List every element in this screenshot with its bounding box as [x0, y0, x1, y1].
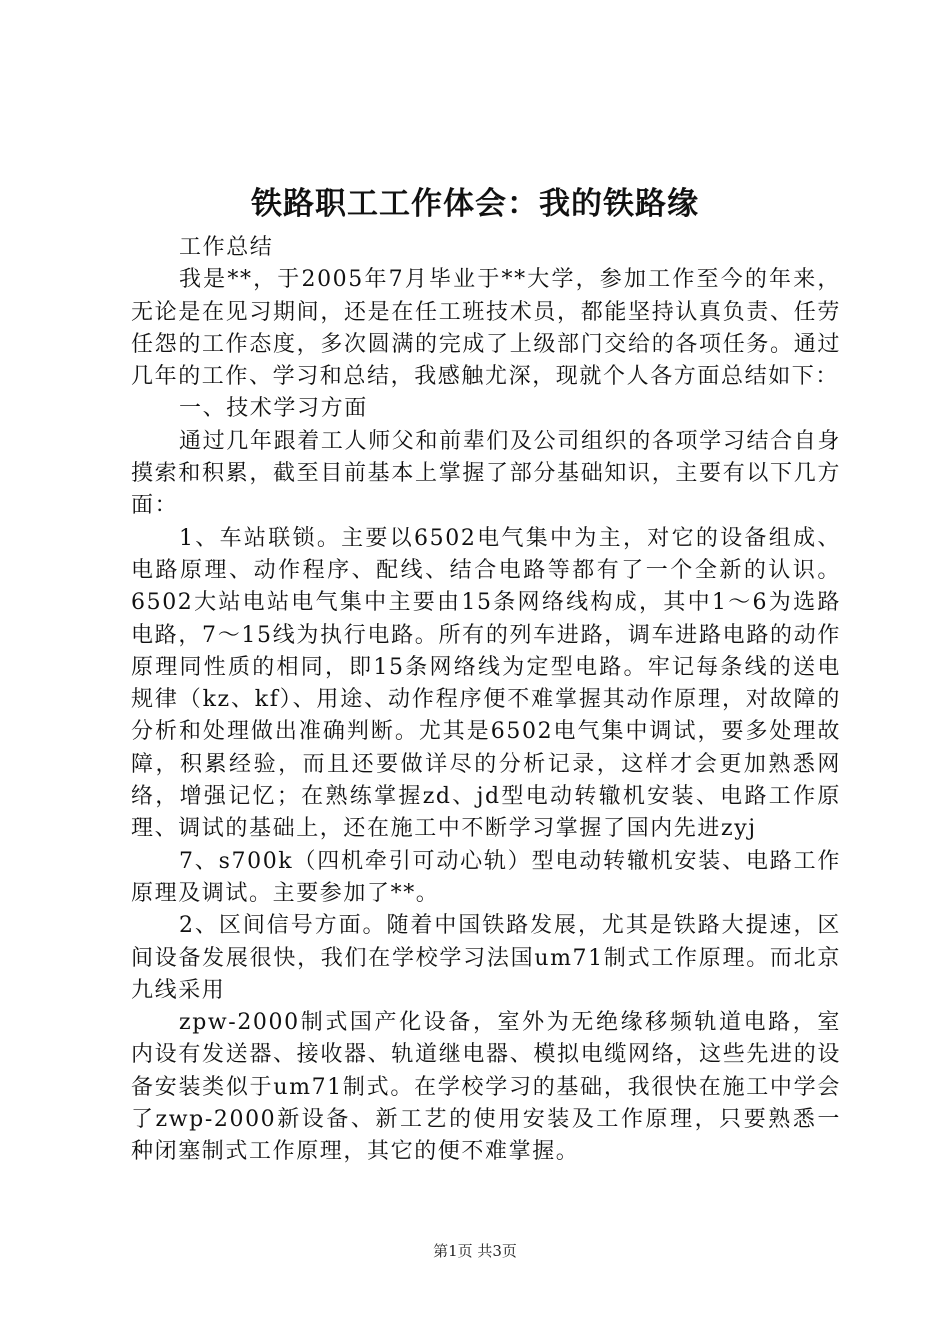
paragraph: 一、技术学习方面: [179, 396, 368, 422]
paragraph: zpw-2000制式国产化设备，室外为无绝缘移频轨道电路，室内设有发送器、接收器、轨道继电器、模拟电缆网络，这些先进的设备安装类似于um71制式。在学校学习的基础，我很快在施工中学会了zwp-2000新设备、新工艺的使用安装及工作原理，只要熟悉一种闭塞制式工作原理，其它的便不难掌握。: [131, 1010, 841, 1165]
paragraph: 2、区间信号方面。随着中国铁路发展，尤其是铁路大提速，区间设备发展很快，我们在学校学习法国um71制式工作原理。而北京九线采用: [131, 913, 841, 1003]
document-title: 铁路职工工作体会：我的铁路缘: [251, 186, 699, 222]
paragraph: 1、车站联锁。主要以6502电气集中为主，对它的设备组成、电路原理、动作程序、配线、结合电路等都有了一个全新的认识。6502大站电站电气集中主要由15条网络线构成，其中1～6为选路电路，7～15线为执行电路。所有的列车进路，调车进路电路的动作原理同性质的相同，即15条网络线为定型电路。牢记每条线的送电规律（kz、kf）、用途、动作程序便不难掌握其动作原理，对故障的分析和处理做出准确判断。尤其是6502电气集中调试，要多处理故障，积累经验，而且还要做详尽的分析记录，这样才会更加熟悉网络，增强记忆；在熟练掌握zd、jd型电动转辙机安装、电路工作原理、调试的基础上，还在施工中不断学习掌握了国内先进zyj: [131, 525, 841, 842]
paragraph: 通过几年跟着工人师父和前辈们及公司组织的各项学习结合自身摸索和积累，截至目前基本上掌握了部分基础知识，主要有以下几方面：: [131, 428, 841, 519]
paragraph: 7、s700k（四机牵引可动心轨）型电动转辙机安装、电路工作原理及调试。主要参加了**。: [131, 848, 841, 906]
paragraph: 工作总结: [179, 235, 274, 260]
document-body: [131, 232, 841, 1169]
page-footer: 第1页 共3页: [433, 1242, 517, 1260]
paragraph: 我是**，于2005年7月毕业于**大学，参加工作至今的年来，无论是在见习期间，还是在任工班技术员，都能坚持认真负责、任劳任怨的工作态度，多次圆满的完成了上级部门交给的各项任务。通过几年的工作、学习和总结，我感触尤深，现就个人各方面总结如下：: [131, 267, 841, 390]
